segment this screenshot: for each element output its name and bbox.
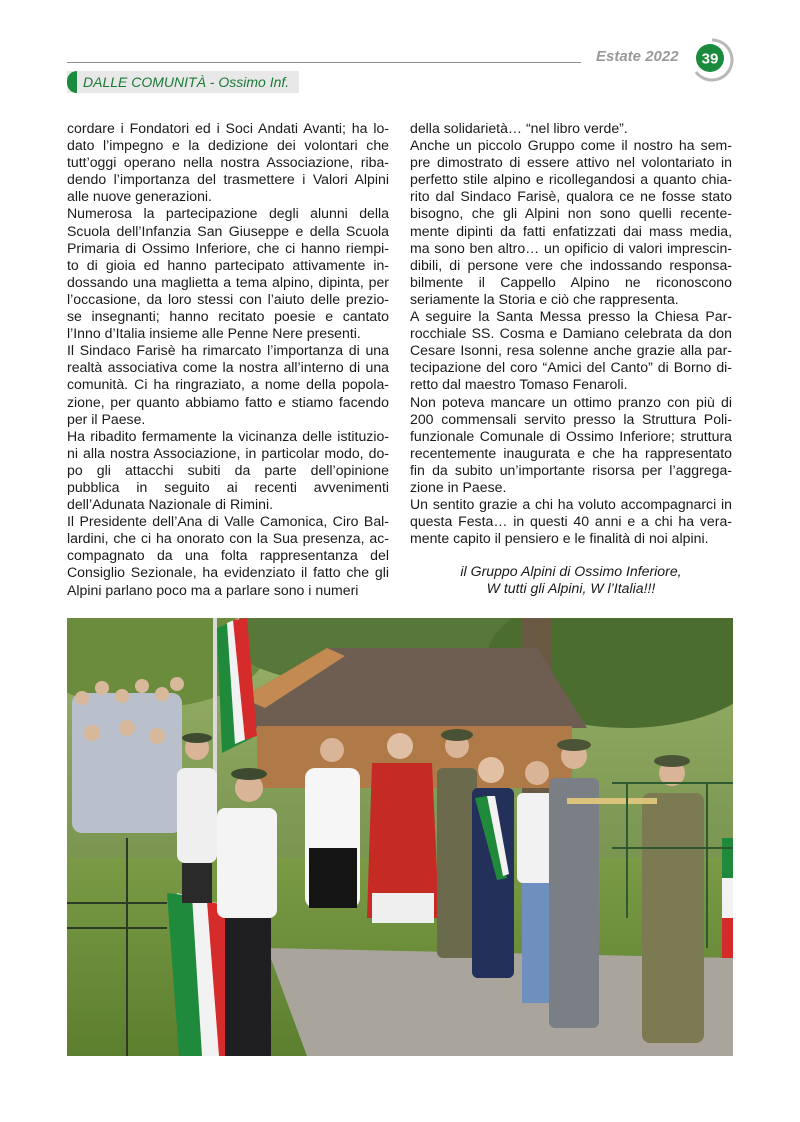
left-column-line: tutt’oggi operano nella nostra Associazione, riba- — [67, 154, 389, 171]
left-column-line: comunità. Ci ha ringraziato, a nome della popola- — [67, 376, 389, 393]
left-column-line: Ha ribadito fermamente la vicinanza delle istituzio- — [67, 427, 389, 444]
left-column-line: Scuola dell’Infanzia San Giuseppe e della Scuola — [67, 222, 389, 239]
left-column-line: zione, per quanto abbiamo fatto e stiamo facendo — [67, 393, 389, 410]
left-column-line: per il Paese. — [67, 410, 146, 427]
right-column-line: 200 commensali servito presso la Struttura Poli- — [410, 410, 732, 427]
right-column-line: bisogno, che gli Alpini non sono quelli recente- — [410, 205, 732, 222]
left-column-line: ni alla nostra Associazione, in particolar modo, do- — [67, 444, 389, 461]
left-column-line: l’occasione, da loro stessi con l’aiuto delle prezio- — [67, 290, 389, 307]
right-column-line: bilmente il Cappello Alpino ne riconoscono — [410, 273, 732, 290]
left-column-line: dendo l’importanza del trasmettere i Valori Alpini — [67, 171, 389, 188]
left-column-line: Numerosa la partecipazione degli alunni della — [67, 205, 389, 222]
section-label — [67, 71, 299, 93]
header-rule — [67, 62, 581, 63]
left-column-line: Il Presidente dell’Ana di Valle Camonica, Ciro Bal- — [67, 513, 389, 530]
right-column-line: Cesare Isonni, resa solenne anche grazie alla par- — [410, 342, 732, 359]
left-column-line: se insegnanti; hanno recitato poesie e cantato — [67, 308, 389, 325]
right-column-line: ma sono ben altro… un opificio di valori imprescin- — [410, 239, 732, 256]
right-column-line: A seguire la Santa Messa presso la Chiesa Par- — [410, 308, 732, 325]
left-column-line: to di gioia ed hanno partecipato attivamente in- — [67, 256, 389, 273]
right-column-line: rito dal Sindaco Farisè, qualora ce ne fosse stato — [410, 188, 732, 205]
section-title: DALLE COMUNITÀ - Ossimo Inf. — [83, 74, 290, 90]
signature-line-1: il Gruppo Alpini di Ossimo Inferiore, — [460, 563, 682, 579]
right-column-line: dibili, di persone vere che indossando responsa- — [410, 256, 732, 273]
ceremony-photo-illustration — [67, 618, 733, 1056]
right-column-line: questa Festa… in questi 40 anni e a chi ha vera- — [410, 513, 732, 530]
left-column-line: cordare i Fondatori ed i Soci Andati Avanti; ha lo- — [67, 120, 389, 136]
right-column-line: funzionale Comunale di Ossimo Inferiore; struttura — [410, 427, 732, 444]
right-column-line: seriamente la Storia e ciò che rappresenta. — [410, 290, 679, 307]
right-column-line: fin da subito un’importante risorsa per l’aggrega- — [410, 461, 732, 478]
right-column-line: Anche un piccolo Gruppo come il nostro ha sem- — [410, 137, 732, 154]
left-column-line: alle nuove generazioni. — [67, 188, 212, 205]
left-column-line: compagnato da una folta rappresentanza del — [67, 547, 389, 564]
right-column-line: perfetto stile alpino e ricollegandosi a quanto chia- — [410, 171, 732, 188]
left-column-line: Il Sindaco Farisè ha rimarcato l’importanza di una — [67, 342, 389, 359]
left-column-line: pubblica in seguito ai recenti avvenimenti — [67, 478, 389, 495]
right-column-line: tecipazione del coro “Amici del Canto” di Borno di- — [410, 359, 732, 376]
right-column-line: della solidarietà… “nel libro verde”. — [410, 120, 628, 136]
left-column-line: Consiglio Sezionale, ha evidenziato il fatto che gli — [67, 564, 389, 581]
right-column-line: pre dimostrato di essere attivo nel volontariato in — [410, 154, 732, 171]
left-column-line: l’Inno d’Italia insieme alle Penne Nere presenti. — [67, 325, 361, 342]
page-number-badge — [690, 38, 734, 82]
right-column-line: Non poteva mancare un ottimo pranzo con più di — [410, 393, 732, 410]
left-column-line: dossando una maglietta a tema alpino, dipinta, per — [67, 273, 389, 290]
right-column-line: rocchiale SS. Cosma e Damiano celebrata da don — [410, 325, 732, 342]
left-column-line: lardini, che ci ha onorato con la Sua presenza, ac- — [67, 530, 389, 547]
issue-season: Estate 2022 — [596, 48, 679, 65]
right-column-line: mente capito il pensiero e le finalità di noi alpini. — [410, 530, 709, 547]
right-column-line: mente dipinti da fatti enfatizzati dai mass media, — [410, 222, 732, 239]
left-column-line: realtà associativa come la nostra all’interno di una — [67, 359, 389, 376]
right-column-line: recentemente inaugurata e che ha rappresentato — [410, 444, 732, 461]
left-column-line: dell’Adunata Nazionale di Rimini. — [67, 496, 274, 513]
left-column-line: dato l’impegno e la dedizione dei volontari che — [67, 137, 389, 154]
ceremony-photo — [67, 618, 733, 1056]
article-right-column — [410, 120, 732, 547]
signature-line-2: W tutti gli Alpini, W l’Italia!!! — [486, 580, 656, 596]
page-badge-icon — [690, 38, 734, 82]
right-column-line: retto dal maestro Tomaso Fenaroli. — [410, 376, 628, 393]
right-column-line: Un sentito grazie a chi ha voluto accompagnarci in — [410, 496, 732, 513]
page-number: 39 — [701, 50, 719, 68]
left-column-line: Primaria di Ossimo Inferiore, che ci hanno riempi- — [67, 239, 389, 256]
left-column-line: Alpini parlano poco ma a parlare sono i numeri — [67, 581, 359, 598]
left-column-line: po gli attacchi subiti da parte dell’opinione — [67, 461, 389, 478]
right-column-line: zione in Paese. — [410, 478, 507, 495]
section-tab-marker — [67, 71, 77, 93]
article-left-column — [67, 120, 389, 599]
